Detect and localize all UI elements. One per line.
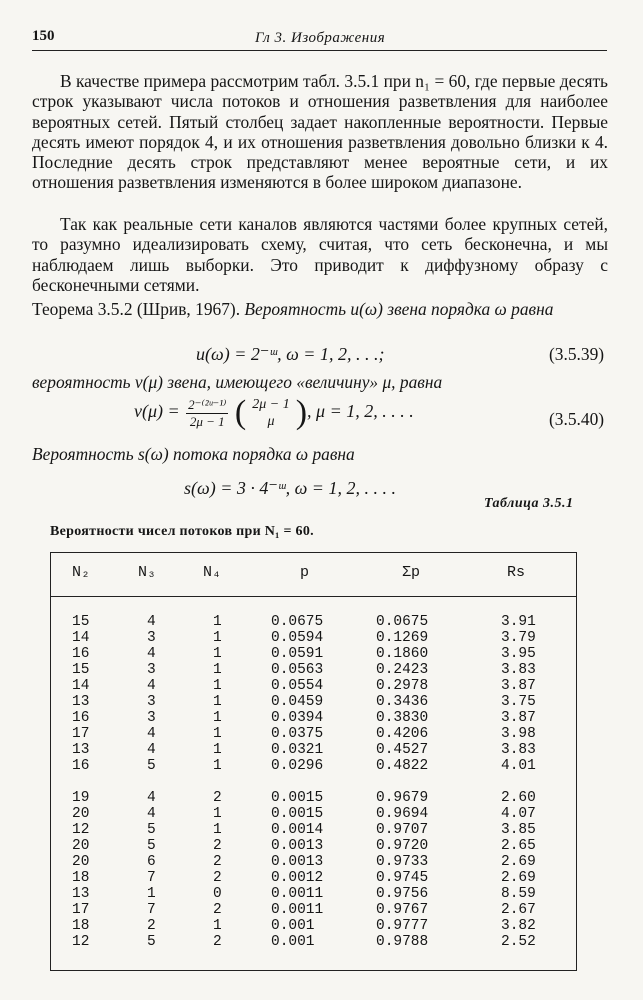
cell-rs: 2.69	[501, 870, 536, 886]
cell-sigma-p: 0.2423	[376, 662, 429, 678]
eq2-fraction	[186, 397, 228, 430]
cell-n3: 4	[147, 726, 156, 742]
cell-n2: 15	[72, 614, 90, 630]
cell-sigma-p: 0.9777	[376, 918, 429, 934]
cell-n4: 2	[213, 838, 222, 854]
cell-sigma-p: 0.0675	[376, 614, 429, 630]
cell-n2: 16	[72, 710, 90, 726]
eq2-fraction-numerator: 2⁻⁽²ᵘ⁻¹⁾	[188, 396, 227, 412]
cell-n4: 1	[213, 822, 222, 838]
table-row	[0, 806, 643, 822]
right-paren: )	[295, 394, 308, 431]
cell-n2: 17	[72, 902, 90, 918]
theorem-line-2: вероятность v(μ) звена, имеющего «величину» μ, равна	[32, 372, 443, 392]
cell-n4: 1	[213, 694, 222, 710]
table-row	[0, 742, 643, 758]
eq2-binomial-top: 2μ − 1	[252, 397, 290, 412]
header-sigma-p: Σp	[402, 564, 421, 581]
cell-n4: 2	[213, 790, 222, 806]
cell-n3: 2	[147, 918, 156, 934]
cell-p: 0.0563	[271, 662, 324, 678]
cell-n2: 17	[72, 726, 90, 742]
cell-rs: 3.83	[501, 662, 536, 678]
table-row	[0, 726, 643, 742]
table-row	[0, 678, 643, 694]
cell-p: 0.0594	[271, 630, 324, 646]
cell-n2: 18	[72, 918, 90, 934]
cell-n2: 18	[72, 870, 90, 886]
cell-sigma-p: 0.9788	[376, 934, 429, 950]
cell-n3: 3	[147, 710, 156, 726]
header-n3: N₃	[138, 564, 157, 581]
equation-3-5-39: u(ω) = 2⁻ᵚ, ω = 1, 2, . . .;	[196, 344, 385, 364]
cell-rs: 3.95	[501, 646, 536, 662]
cell-n2: 13	[72, 886, 90, 902]
cell-sigma-p: 0.9679	[376, 790, 429, 806]
cell-n4: 1	[213, 630, 222, 646]
cell-rs: 2.67	[501, 902, 536, 918]
cell-p: 0.0554	[271, 678, 324, 694]
cell-n3: 3	[147, 630, 156, 646]
table-row	[0, 662, 643, 678]
theorem-label: Теорема 3.5.2	[32, 299, 133, 319]
cell-n2: 20	[72, 838, 90, 854]
cell-n4: 1	[213, 662, 222, 678]
cell-sigma-p: 0.1860	[376, 646, 429, 662]
cell-rs: 2.69	[501, 854, 536, 870]
cell-n3: 7	[147, 902, 156, 918]
table-row	[0, 614, 643, 630]
cell-rs: 3.83	[501, 742, 536, 758]
cell-n4: 0	[213, 886, 222, 902]
cell-p: 0.0015	[271, 790, 324, 806]
cell-p: 0.0011	[271, 902, 324, 918]
table-row	[0, 630, 643, 646]
cell-n2: 13	[72, 742, 90, 758]
header-divider	[32, 50, 607, 51]
cell-p: 0.0675	[271, 614, 324, 630]
cell-rs: 4.01	[501, 758, 536, 774]
table-row	[0, 902, 643, 918]
header-rs: Rs	[507, 564, 526, 581]
theorem-text: Вероятность u(ω) звена порядка ω равна	[244, 299, 554, 319]
cell-sigma-p: 0.9745	[376, 870, 429, 886]
cell-sigma-p: 0.9707	[376, 822, 429, 838]
cell-n3: 5	[147, 934, 156, 950]
cell-sigma-p: 0.1269	[376, 630, 429, 646]
cell-n4: 1	[213, 614, 222, 630]
cell-n2: 19	[72, 790, 90, 806]
cell-rs: 3.85	[501, 822, 536, 838]
table-row	[0, 758, 643, 774]
cell-n3: 4	[147, 742, 156, 758]
cell-sigma-p: 0.9720	[376, 838, 429, 854]
cell-n4: 1	[213, 710, 222, 726]
cell-sigma-p: 0.2978	[376, 678, 429, 694]
cell-n3: 5	[147, 758, 156, 774]
header-p: p	[300, 564, 310, 581]
cell-p: 0.001	[271, 918, 315, 934]
theorem-statement	[32, 299, 608, 319]
cell-n2: 13	[72, 694, 90, 710]
table-row	[0, 646, 643, 662]
cell-sigma-p: 0.4206	[376, 726, 429, 742]
eq2-lhs: v(μ) =	[134, 401, 180, 422]
cell-p: 0.001	[271, 934, 315, 950]
eq2-rhs: , μ = 1, 2, . . . .	[307, 401, 414, 422]
cell-n4: 1	[213, 918, 222, 934]
table-row	[0, 822, 643, 838]
cell-p: 0.0013	[271, 854, 324, 870]
cell-p: 0.0459	[271, 694, 324, 710]
table-caption: Таблица 3.5.1	[484, 496, 574, 511]
cell-n2: 20	[72, 854, 90, 870]
cell-sigma-p: 0.3436	[376, 694, 429, 710]
equation-number-39: (3.5.39)	[549, 344, 605, 364]
cell-p: 0.0014	[271, 822, 324, 838]
cell-p: 0.0012	[271, 870, 324, 886]
cell-p: 0.0591	[271, 646, 324, 662]
cell-n4: 1	[213, 726, 222, 742]
cell-p: 0.0011	[271, 886, 324, 902]
cell-rs: 2.60	[501, 790, 536, 806]
running-title: Гл 3. Изображения	[255, 30, 386, 46]
header-n2: N₂	[72, 564, 91, 581]
table-row	[0, 790, 643, 806]
eq2-binomial-bottom: μ	[267, 414, 275, 429]
equation-number-40: (3.5.40)	[549, 409, 605, 429]
table-header-divider	[50, 596, 577, 597]
theorem-line-3: Вероятность s(ω) потока порядка ω равна	[32, 444, 355, 464]
cell-n2: 14	[72, 630, 90, 646]
cell-n3: 5	[147, 838, 156, 854]
cell-rs: 3.87	[501, 678, 536, 694]
cell-p: 0.0013	[271, 838, 324, 854]
cell-n3: 4	[147, 646, 156, 662]
equation-s: s(ω) = 3 · 4⁻ᵚ, ω = 1, 2, . . . .	[184, 478, 396, 498]
cell-rs: 2.65	[501, 838, 536, 854]
cell-sigma-p: 0.4527	[376, 742, 429, 758]
cell-n2: 12	[72, 934, 90, 950]
table-row	[0, 838, 643, 854]
cell-n3: 6	[147, 854, 156, 870]
cell-n4: 1	[213, 742, 222, 758]
cell-rs: 8.59	[501, 886, 536, 902]
cell-n4: 1	[213, 678, 222, 694]
cell-rs: 3.82	[501, 918, 536, 934]
cell-n3: 4	[147, 790, 156, 806]
cell-p: 0.0394	[271, 710, 324, 726]
eq2-fraction-denominator: 2μ − 1	[189, 413, 225, 429]
header-n4: N₄	[203, 564, 222, 581]
cell-n4: 2	[213, 934, 222, 950]
cell-n4: 2	[213, 902, 222, 918]
left-paren: (	[234, 394, 247, 431]
theorem-citation: (Шрив, 1967).	[132, 299, 245, 319]
paragraph-1: В качестве примера рассмотрим табл. 3.5.1 при n₁ = 60, где первые десять строк указывают числа потоков и отношения разветвления для наиболее вероятных сетей. Пятый столбец задает накопленные вероятности. Первые десять имеют порядок 4, и их отношения разветвления довольно близки к 4. Последние десять строк представляют менее вероятные сети, и их отношения разветвления изменяются в более широком диапазоне.	[32, 71, 608, 193]
cell-rs: 2.52	[501, 934, 536, 950]
table-row	[0, 870, 643, 886]
cell-n4: 1	[213, 806, 222, 822]
cell-n3: 5	[147, 822, 156, 838]
cell-n3: 7	[147, 870, 156, 886]
equation-3-5-40	[134, 396, 414, 430]
cell-sigma-p: 0.9694	[376, 806, 429, 822]
table-title: Вероятности чисел потоков при N₁ = 60.	[50, 524, 314, 539]
cell-rs: 3.79	[501, 630, 536, 646]
cell-sigma-p: 0.9733	[376, 854, 429, 870]
cell-sigma-p: 0.4822	[376, 758, 429, 774]
cell-sigma-p: 0.3830	[376, 710, 429, 726]
cell-p: 0.0296	[271, 758, 324, 774]
table-row	[0, 694, 643, 710]
cell-n4: 2	[213, 854, 222, 870]
table-row	[0, 918, 643, 934]
table-row	[0, 854, 643, 870]
cell-n2: 15	[72, 662, 90, 678]
cell-n3: 4	[147, 614, 156, 630]
cell-n4: 1	[213, 758, 222, 774]
cell-n4: 2	[213, 870, 222, 886]
cell-rs: 4.07	[501, 806, 536, 822]
cell-sigma-p: 0.9756	[376, 886, 429, 902]
cell-n2: 16	[72, 758, 90, 774]
eq2-binomial	[246, 396, 295, 430]
cell-p: 0.0375	[271, 726, 324, 742]
cell-n2: 20	[72, 806, 90, 822]
table-row	[0, 886, 643, 902]
page-number: 150	[32, 28, 55, 44]
paragraph-2: Так как реальные сети каналов являются частями более крупных сетей, то разумно идеализировать схему, считая, что сеть бесконечна, и мы наблюдаем лишь выборки. Это приводит к диффузному образу с бесконечными сетями.	[32, 214, 608, 295]
table-row	[0, 934, 643, 950]
cell-n3: 4	[147, 806, 156, 822]
cell-n2: 14	[72, 678, 90, 694]
cell-n3: 4	[147, 678, 156, 694]
cell-rs: 3.98	[501, 726, 536, 742]
cell-n3: 3	[147, 662, 156, 678]
cell-n2: 16	[72, 646, 90, 662]
cell-n3: 1	[147, 886, 156, 902]
cell-p: 0.0321	[271, 742, 324, 758]
cell-n4: 1	[213, 646, 222, 662]
cell-p: 0.0015	[271, 806, 324, 822]
cell-n3: 3	[147, 694, 156, 710]
cell-rs: 3.75	[501, 694, 536, 710]
cell-rs: 3.87	[501, 710, 536, 726]
cell-rs: 3.91	[501, 614, 536, 630]
cell-n2: 12	[72, 822, 90, 838]
table-row	[0, 710, 643, 726]
cell-sigma-p: 0.9767	[376, 902, 429, 918]
